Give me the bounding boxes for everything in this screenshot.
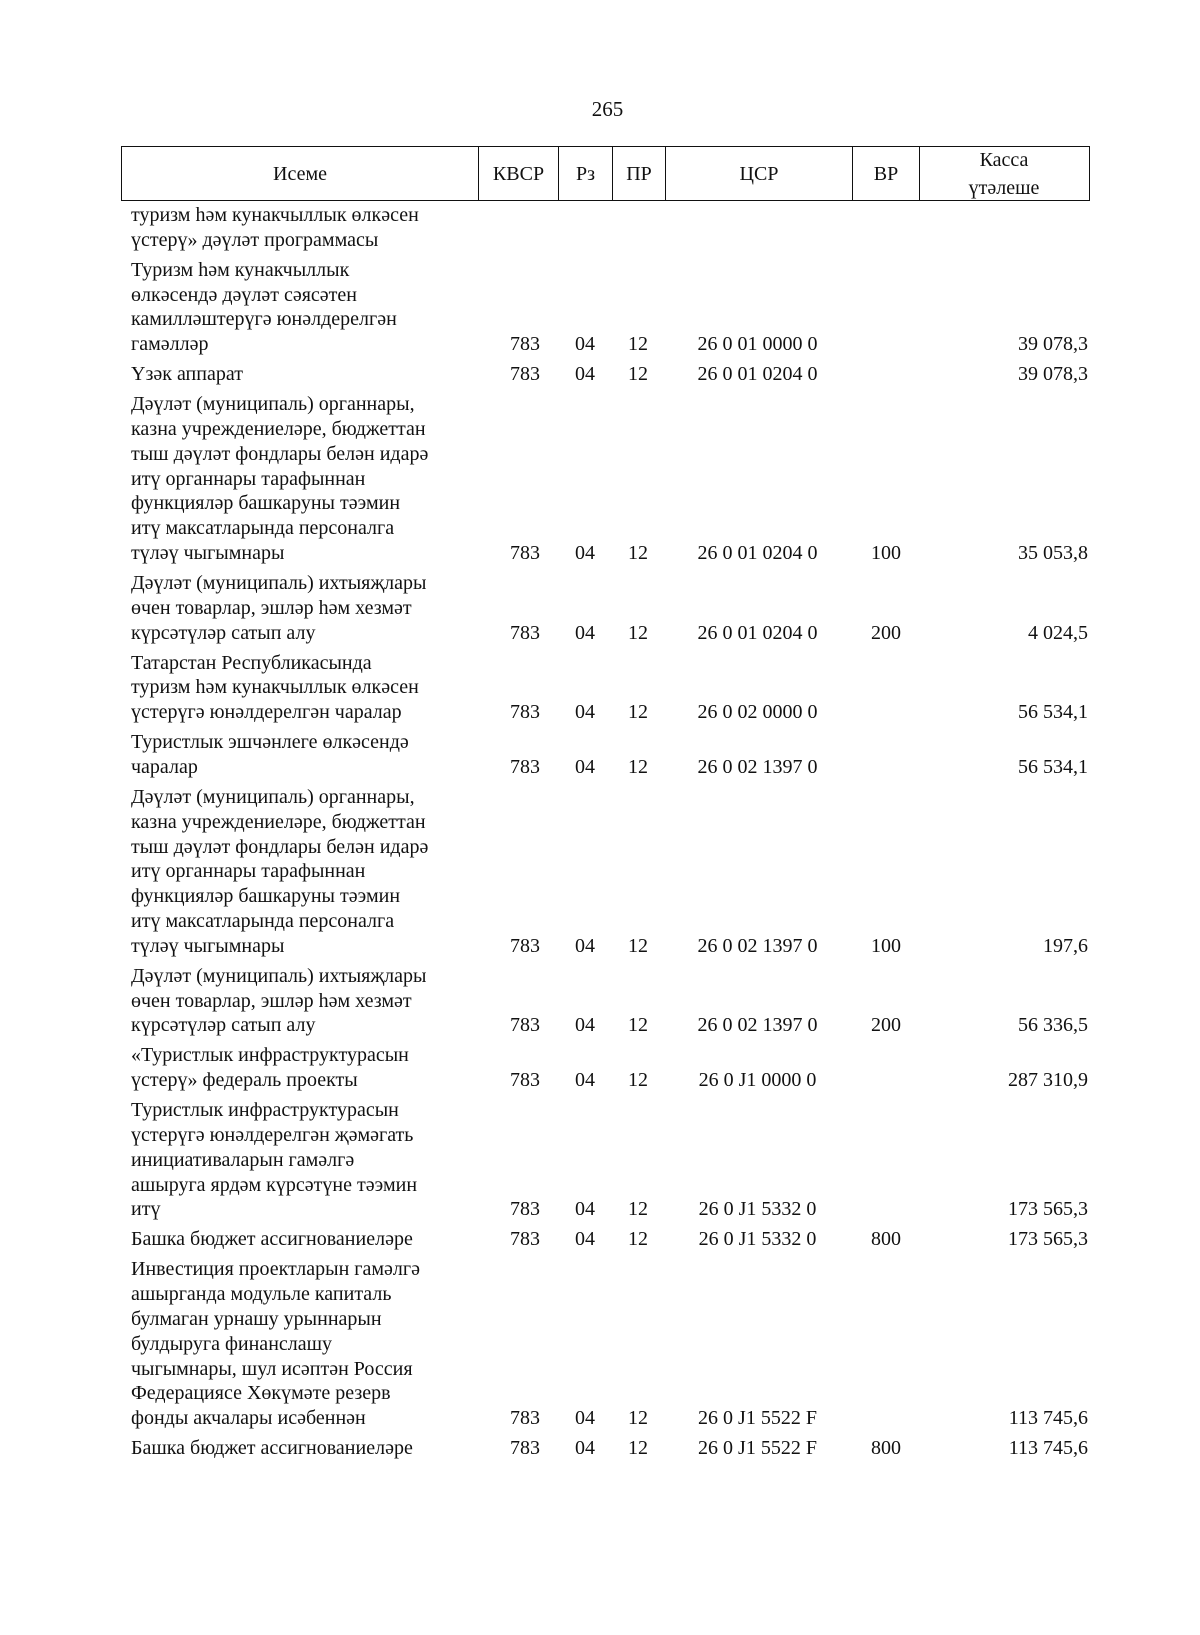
row-sum: 39 078,3 [1018, 333, 1088, 356]
row-rz: 04 [575, 701, 595, 724]
table-row [0, 964, 1200, 1044]
row-pr: 12 [628, 701, 648, 724]
row-rz [560, 228, 610, 253]
row-name-line: итү органнары тарафыннан [131, 860, 366, 883]
table-row [0, 1043, 1200, 1098]
row-vr: 100 [871, 934, 901, 957]
row-name [131, 1436, 474, 1461]
row-pr: 12 [628, 1228, 648, 1251]
row-name-line: өчен товарлар, эшләр һәм хезмәт [131, 596, 412, 619]
table-row [0, 1436, 1200, 1466]
row-csr: 26 0 01 0204 0 [697, 363, 818, 386]
row-name-line: Башка бюджет ассигнованиеләре [131, 1437, 413, 1460]
row-name-line: түләү чыгымнары [131, 541, 285, 564]
row-vr [852, 1068, 920, 1093]
row-name-line: тыш дәүләт фондлары белән идарә [131, 442, 429, 465]
row-sum: 113 745,6 [1008, 1407, 1088, 1430]
row-name-line: түләү чыгымнары [131, 934, 285, 957]
row-name-line: Башка бюджет ассигнованиеләре [131, 1228, 413, 1251]
row-csr: 26 0 01 0000 0 [697, 333, 818, 356]
row-name-line: туризм һәм кунакчыллык өлкәсен [131, 204, 419, 226]
row-name-line: тыш дәүләт фондлары белән идарә [131, 835, 429, 858]
table-body [0, 203, 1200, 1466]
row-rz: 04 [575, 1198, 595, 1221]
row-name-line: булдыруга финанслашу [131, 1332, 333, 1355]
row-csr: 26 0 02 1397 0 [697, 934, 818, 957]
row-name-line: функцияләр башкаруны тәэмин [131, 885, 401, 908]
row-name-line: итү максатларында персоналга [131, 909, 395, 932]
row-name-line: чыгымнары, шул исәптән Россия [131, 1357, 413, 1380]
row-name [131, 1227, 474, 1252]
table-row [0, 392, 1200, 571]
header-rz: Рз [559, 147, 613, 200]
row-kvsr: 783 [510, 701, 540, 724]
row-pr: 12 [628, 363, 648, 386]
row-name-line: чаралар [131, 755, 198, 778]
row-name-line: үстерү» дәүләт программасы [131, 228, 379, 251]
row-pr: 12 [628, 541, 648, 564]
row-kvsr: 783 [510, 1198, 540, 1221]
table-row [0, 785, 1200, 964]
row-name-line: өчен товарлар, эшләр һәм хезмәт [131, 989, 412, 1012]
row-vr: 800 [871, 1228, 901, 1251]
header-name: Исеме [122, 147, 479, 200]
row-name-line: казна учреждениеләре, бюджеттан [131, 810, 426, 833]
row-name-line: ашырганда модульле капиталь [131, 1283, 392, 1306]
row-name-line: күрсәтүләр сатып алу [131, 1014, 316, 1037]
row-sum: 35 053,8 [1018, 541, 1088, 564]
row-pr: 12 [628, 1437, 648, 1460]
row-pr: 12 [628, 755, 648, 778]
row-name-line: күрсәтүләр сатып алу [131, 621, 316, 644]
row-name-line: үстерүгә юнәлдерелгән чаралар [131, 701, 402, 724]
row-name [131, 730, 474, 780]
row-vr [852, 228, 920, 253]
row-kvsr: 783 [510, 1437, 540, 1460]
row-kvsr: 783 [510, 934, 540, 957]
row-name-line: Туризм һәм кунакчыллык [131, 258, 350, 281]
row-rz: 04 [575, 541, 595, 564]
row-kvsr: 783 [510, 621, 540, 644]
table-row [0, 1257, 1200, 1436]
row-name-line: казна учреждениеләре, бюджеттан [131, 417, 426, 440]
row-name [131, 258, 474, 357]
row-name-line: Дәүләт (муниципаль) органнары, [131, 785, 415, 808]
row-name-line: Дәүләт (муниципаль) органнары, [131, 393, 415, 416]
row-kvsr: 783 [510, 755, 540, 778]
row-rz: 04 [575, 1014, 595, 1037]
row-name [131, 1043, 474, 1093]
row-kvsr: 783 [510, 541, 540, 564]
row-name-line: туризм һәм кунакчыллык өлкәсен [131, 676, 419, 699]
row-vr: 800 [871, 1437, 901, 1460]
row-csr: 26 0 J1 0000 0 [698, 1069, 817, 1092]
row-name-line: гамәлләр [131, 333, 209, 356]
row-name-line: үстерү» федераль проекты [131, 1069, 358, 1092]
row-name-line: функцияләр башкаруны тәэмин [131, 492, 401, 515]
table-header [121, 146, 1090, 201]
row-csr: 26 0 02 1397 0 [697, 755, 818, 778]
header-vr: ВР [853, 147, 920, 200]
row-kvsr: 783 [510, 363, 540, 386]
row-csr: 26 0 J1 5332 0 [698, 1228, 817, 1251]
row-name-line: камилләштерүгә юнәлдерелгән [131, 308, 397, 331]
row-kvsr: 783 [510, 1014, 540, 1037]
row-name [131, 362, 474, 387]
row-name-line: булмаган урнашу урыннарын [131, 1307, 382, 1330]
row-rz: 04 [575, 621, 595, 644]
row-name-line: өлкәсендә дәүләт сәясәтен [131, 283, 358, 306]
row-rz: 04 [575, 934, 595, 957]
row-csr: 26 0 J1 5522 F [698, 1407, 817, 1430]
row-vr: 100 [871, 541, 901, 564]
row-kvsr: 783 [510, 1407, 540, 1430]
row-sum: 173 565,3 [1008, 1228, 1088, 1251]
row-sum: 56 336,5 [1018, 1014, 1088, 1037]
row-name-line: Үзәк аппарат [131, 363, 243, 386]
row-vr [852, 755, 920, 780]
table-row [0, 571, 1200, 651]
row-name [131, 964, 474, 1038]
row-sum: 113 745,6 [1008, 1437, 1088, 1460]
row-name-line: Дәүләт (муниципаль) ихтыяҗлары [131, 964, 427, 987]
row-sum: 56 534,1 [1018, 755, 1088, 778]
row-pr: 12 [628, 1198, 648, 1221]
row-name-line: Дәүләт (муниципаль) ихтыяҗлары [131, 571, 427, 594]
row-kvsr [495, 228, 555, 253]
page-number: 265 [591, 97, 624, 121]
row-name-line: итү максатларында персоналга [131, 517, 395, 540]
row-csr: 26 0 J1 5332 0 [698, 1198, 817, 1221]
row-rz: 04 [575, 1407, 595, 1430]
row-name-line: Федерациясе Хөкүмәте резерв [131, 1382, 391, 1405]
row-vr: 200 [871, 1014, 901, 1037]
row-rz: 04 [575, 1228, 595, 1251]
row-csr: 26 0 J1 5522 F [698, 1437, 817, 1460]
table-row [0, 258, 1200, 362]
row-sum: 56 534,1 [1018, 701, 1088, 724]
row-rz: 04 [575, 755, 595, 778]
row-rz: 04 [575, 1069, 595, 1092]
row-vr [852, 700, 920, 725]
header-pr: ПР [613, 147, 666, 200]
row-kvsr: 783 [510, 1069, 540, 1092]
row-rz: 04 [575, 333, 595, 356]
row-name-line: итү органнары тарафыннан [131, 467, 366, 490]
row-name [131, 1098, 474, 1222]
row-sum: 197,6 [1043, 934, 1088, 957]
row-pr: 12 [628, 934, 648, 957]
row-csr: 26 0 02 0000 0 [697, 701, 818, 724]
row-pr: 12 [628, 621, 648, 644]
row-name-line: үстерүгә юнәлдерелгән җәмәгать [131, 1123, 414, 1146]
row-name-line: Инвестиция проектларын гамәлгә [131, 1258, 420, 1281]
row-sum: 4 024,5 [1028, 621, 1088, 644]
row-name-line: фонды акчалары исәбеннән [131, 1407, 366, 1430]
row-name [131, 785, 474, 959]
row-sum [920, 228, 1088, 253]
row-name [131, 571, 474, 645]
row-pr [613, 228, 663, 253]
row-csr: 26 0 02 1397 0 [697, 1014, 818, 1037]
row-sum: 287 310,9 [1008, 1069, 1088, 1092]
table-row [0, 362, 1200, 392]
row-name-line: ашыруга ярдәм күрсәтүне тәэмин [131, 1173, 418, 1196]
row-sum: 39 078,3 [1018, 363, 1088, 386]
table-row [0, 203, 1200, 258]
row-pr: 12 [628, 1014, 648, 1037]
row-vr: 200 [871, 621, 901, 644]
row-vr [852, 332, 920, 357]
table-row [0, 1098, 1200, 1227]
row-kvsr: 783 [510, 333, 540, 356]
row-pr: 12 [628, 1407, 648, 1430]
table-row [0, 1227, 1200, 1257]
row-vr [852, 362, 920, 387]
row-kvsr: 783 [510, 1228, 540, 1251]
row-name-line: «Туристлык инфраструктурасын [131, 1044, 409, 1067]
row-sum: 173 565,3 [1008, 1198, 1088, 1221]
header-kvsr: КВСР [479, 147, 559, 200]
row-vr [852, 1197, 920, 1222]
row-name-line: Туристлык эшчәнлеге өлкәсендә [131, 731, 409, 754]
row-name-line: Туристлык инфраструктурасын [131, 1099, 399, 1122]
row-csr [665, 228, 850, 253]
row-name-line: Татарстан Республикасында [131, 651, 372, 674]
row-name [131, 203, 474, 253]
row-rz: 04 [575, 1437, 595, 1460]
row-name [131, 651, 474, 725]
row-pr: 12 [628, 333, 648, 356]
row-csr: 26 0 01 0204 0 [697, 541, 818, 564]
row-name [131, 1257, 474, 1431]
header-sum: Касса үтәлеше [968, 148, 1040, 199]
header-csr: ЦСР [666, 147, 853, 200]
row-name-line: итү [131, 1198, 161, 1221]
row-name-line: инициативаларын гамәлгә [131, 1148, 355, 1171]
row-rz: 04 [575, 363, 595, 386]
table-row [0, 730, 1200, 785]
row-csr: 26 0 01 0204 0 [697, 621, 818, 644]
row-name [131, 392, 474, 566]
table-row [0, 651, 1200, 731]
row-vr [852, 1406, 920, 1431]
row-pr: 12 [628, 1069, 648, 1092]
